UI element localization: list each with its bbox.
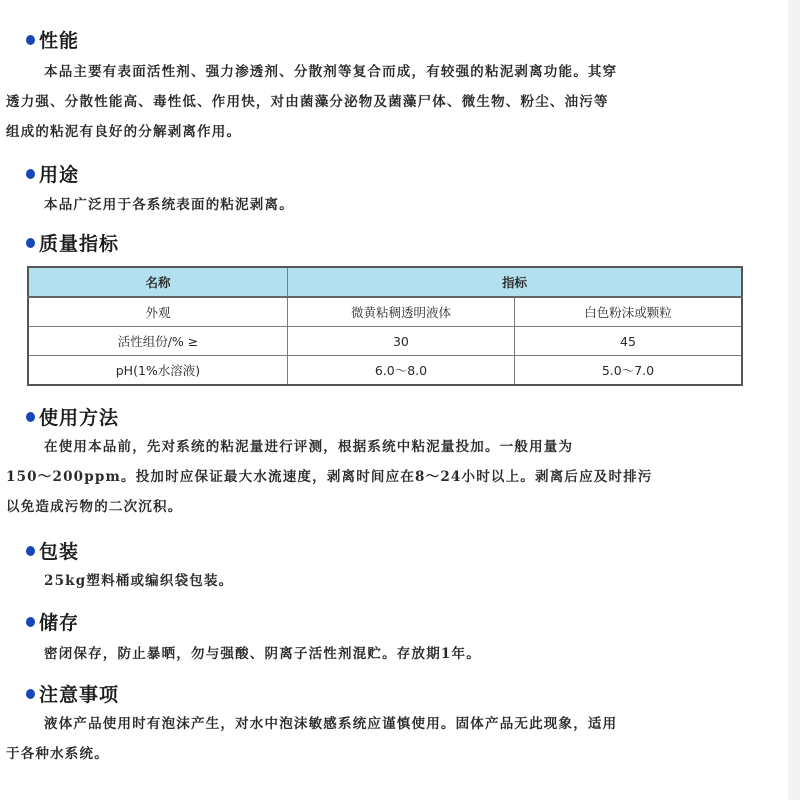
bullet-icon <box>26 238 35 248</box>
quality-spec-table <box>27 266 743 386</box>
packaging-paragraph <box>44 566 800 596</box>
section-title: 包装 <box>39 541 80 563</box>
bullet-icon <box>26 546 35 556</box>
text-line: 以免造成污物的二次沉积。 <box>6 499 183 515</box>
cell-solid: 45 <box>514 327 742 356</box>
text-line: 液体产品使用时有泡沫产生，对水中泡沫敏感系统应谨慎使用。固体产品无此现象，适用 <box>44 716 618 732</box>
performance-paragraph <box>6 57 776 147</box>
section-title: 注意事项 <box>39 684 120 706</box>
table-header-row <box>28 267 742 297</box>
header-name: 名称 <box>28 267 287 297</box>
text-line: 组成的粘泥有良好的分解剥离作用。 <box>6 124 242 140</box>
text-line: 在使用本品前，先对系统的粘泥量进行评测，根据系统中粘泥量投加。一般用量为 <box>44 439 574 455</box>
cell-liquid: 微黄粘稠透明液体 <box>287 297 514 327</box>
section-heading-usage <box>26 160 79 187</box>
section-title: 质量指标 <box>39 233 120 255</box>
header-indicator: 指标 <box>287 267 742 297</box>
usage-paragraph <box>44 190 800 220</box>
cell-name: 外观 <box>28 297 287 327</box>
text-line: 于各种水系统。 <box>6 746 109 762</box>
notes-paragraph <box>6 709 776 769</box>
text-line: 密闭保存，防止暴晒，勿与强酸、阴离子活性剂混贮。存放期1年。 <box>44 646 481 662</box>
text-line: 150～200ppm。投加时应保证最大水流速度，剥离时间应在8～24小时以上。剥离后应及时排污 <box>6 469 653 485</box>
cell-solid: 5.0～7.0 <box>514 356 742 386</box>
section-heading-storage <box>26 608 79 635</box>
cell-name: pH(1%水溶液) <box>28 356 287 386</box>
section-heading-method <box>26 403 119 430</box>
storage-paragraph <box>44 639 800 669</box>
section-heading-notes <box>26 680 119 707</box>
bullet-icon <box>26 689 35 699</box>
bullet-icon <box>26 169 35 179</box>
section-heading-performance <box>26 26 79 53</box>
section-title: 储存 <box>39 612 80 634</box>
bullet-icon <box>26 617 35 627</box>
section-heading-quality <box>26 229 119 256</box>
cell-name: 活性组份/% ≥ <box>28 327 287 356</box>
text-line: 本品主要有表面活性剂、强力渗透剂、分散剂等复合而成，有较强的粘泥剥离功能。其穿 <box>44 64 618 80</box>
section-title: 使用方法 <box>39 407 120 429</box>
section-heading-packaging <box>26 537 79 564</box>
cell-liquid: 6.0～8.0 <box>287 356 514 386</box>
text-line: 25kg塑料桶或编织袋包装。 <box>44 573 234 589</box>
method-paragraph <box>6 432 776 522</box>
text-line: 透力强、分散性能高、毒性低、作用快，对由菌藻分泌物及菌藻尸体、微生物、粉尘、油污等 <box>6 94 609 110</box>
bullet-icon <box>26 412 35 422</box>
cell-liquid: 30 <box>287 327 514 356</box>
bullet-icon <box>26 35 35 45</box>
section-title: 性能 <box>39 30 80 52</box>
section-title: 用途 <box>39 164 80 186</box>
page-edge-strip <box>788 0 800 800</box>
table-row <box>28 327 742 356</box>
cell-solid: 白色粉沫或颗粒 <box>514 297 742 327</box>
text-line: 本品广泛用于各系统表面的粘泥剥离。 <box>44 197 294 213</box>
table-row <box>28 356 742 386</box>
table-row <box>28 297 742 327</box>
